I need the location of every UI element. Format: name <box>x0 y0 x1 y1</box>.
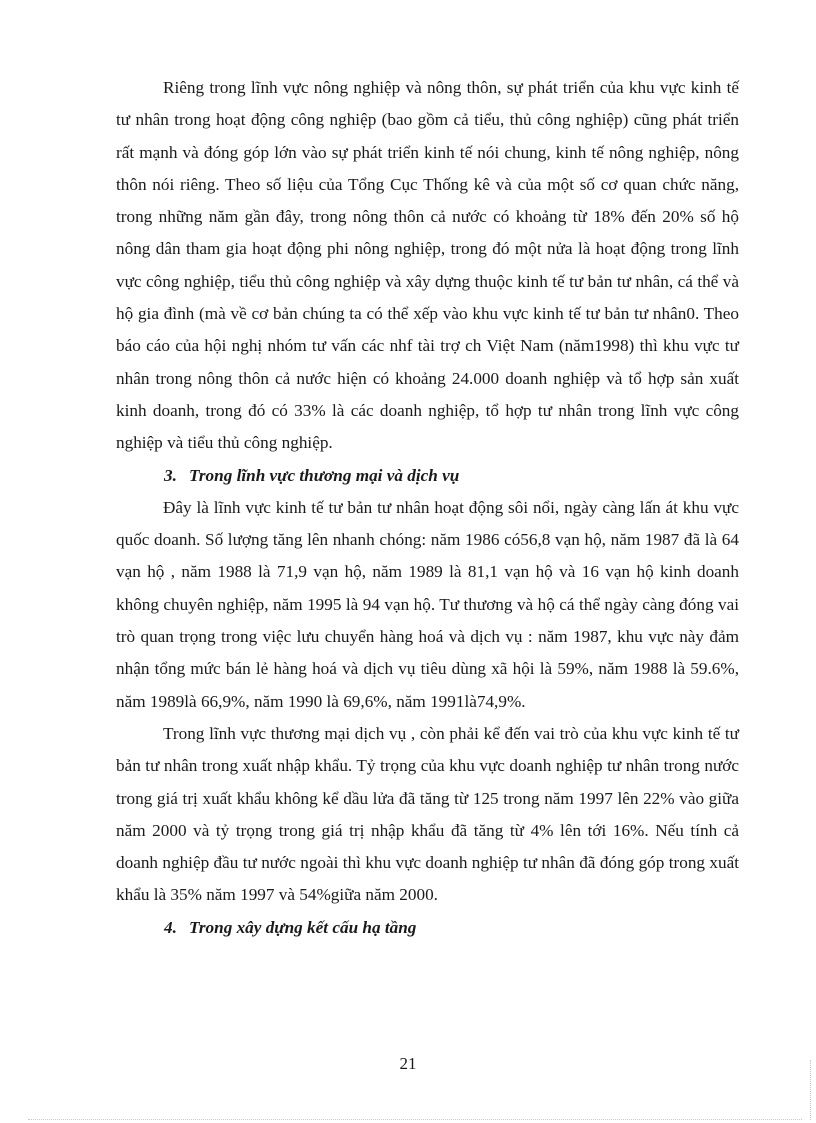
section-number: 3. <box>164 465 177 485</box>
page-number: 21 <box>399 1054 417 1073</box>
page-body <box>116 72 739 944</box>
section-title: Trong lĩnh vực thương mại và dịch vụ <box>189 465 460 485</box>
section-heading-4 <box>116 912 739 944</box>
body-paragraph: Riêng trong lĩnh vực nông nghiệp và nông thôn, sự phát triển của khu vực kinh tế tư nhân trong hoạt động công nghiệp (bao gồm cả tiểu, thủ công nghiệp) cũng phát triển rất mạnh và đóng góp lớn vào sự phát triển kinh tế nói chung, kinh tế nông nghiệp, nông thôn nói riêng. Theo số liệu của Tổng Cục Thống kê và của một số cơ quan chức năng, trong những năm gần đây, trong nông thôn cả nước có khoảng từ 18% đến 20% số hộ nông dân tham gia hoạt động phi nông nghiệp, trong đó một nửa là hoạt động trong lĩnh vực công nghiệp, tiểu thủ công nghiệp và xây dựng thuộc kinh tế tư bản tư nhân, cá thể và hộ gia đình (mà về cơ bản chúng ta có thể xếp vào khu vực kinh tế tư bản tư nhân0. Theo báo cáo của hội nghị nhóm tư vấn các nhf tài trợ ch Việt Nam (năm1998) thì khu vực tư nhân trong nông thôn cả nước hiện có khoảng 24.000 doanh nghiệp và tổ hợp sản xuất kinh doanh, trong đó có 33% là các doanh nghiệp, tổ hợp tư nhân trong lĩnh vực công nghiệp và tiểu thủ công nghiệp. <box>116 78 739 453</box>
body-paragraph: Trong lĩnh vực thương mại dịch vụ , còn phải kể đến vai trò của khu vực kinh tế tư bản tư nhân trong xuất nhập khẩu. Tỷ trọng của khu vực doanh nghiệp tư nhân trong nước trong giá trị xuất khẩu không kể dầu lửa đã tăng từ 125 trong năm 1997 lên 22% vào giữa năm 2000 và tỷ trọng trong giá trị nhập khẩu đã tăng từ 4% lên tới 16%. Nếu tính cả doanh nghiệp đầu tư nước ngoài thì khu vực doanh nghiệp tư nhân đã đóng góp trong xuất khẩu là 35% năm 1997 và 54%giữa năm 2000. <box>116 723 739 905</box>
section-title: Trong xây dựng kết cấu hạ tầng <box>189 917 417 937</box>
section-heading-3 <box>116 460 739 492</box>
page-right-divider <box>810 1060 811 1120</box>
body-paragraph: Đây là lĩnh vực kinh tế tư bản tư nhân hoạt động sôi nổi, ngày càng lấn át khu vực quốc doanh. Số lượng tăng lên nhanh chóng: năm 1986 có56,8 vạn hộ, năm 1987 đã là 64 vạn hộ , năm 1988 là 71,9 vạn hộ, năm 1989 là 81,1 vạn hộ và 16 vạn hộ kinh doanh không chuyên nghiệp, năm 1995 là 94 vạn hộ. Tư thương và hộ cá thể ngày càng đóng vai trò quan trọng trong việc lưu chuyển hàng hoá và dịch vụ : năm 1987, khu vực này đảm nhận tổng mức bán lẻ hàng hoá và dịch vụ tiêu dùng xã hội là 59%, năm 1988 là 59.6%, năm 1989là 66,9%, năm 1990 là 69,6%, năm 1991là74,9%. <box>116 497 739 711</box>
section-number: 4. <box>164 917 177 937</box>
page-bottom-divider <box>28 1119 802 1120</box>
